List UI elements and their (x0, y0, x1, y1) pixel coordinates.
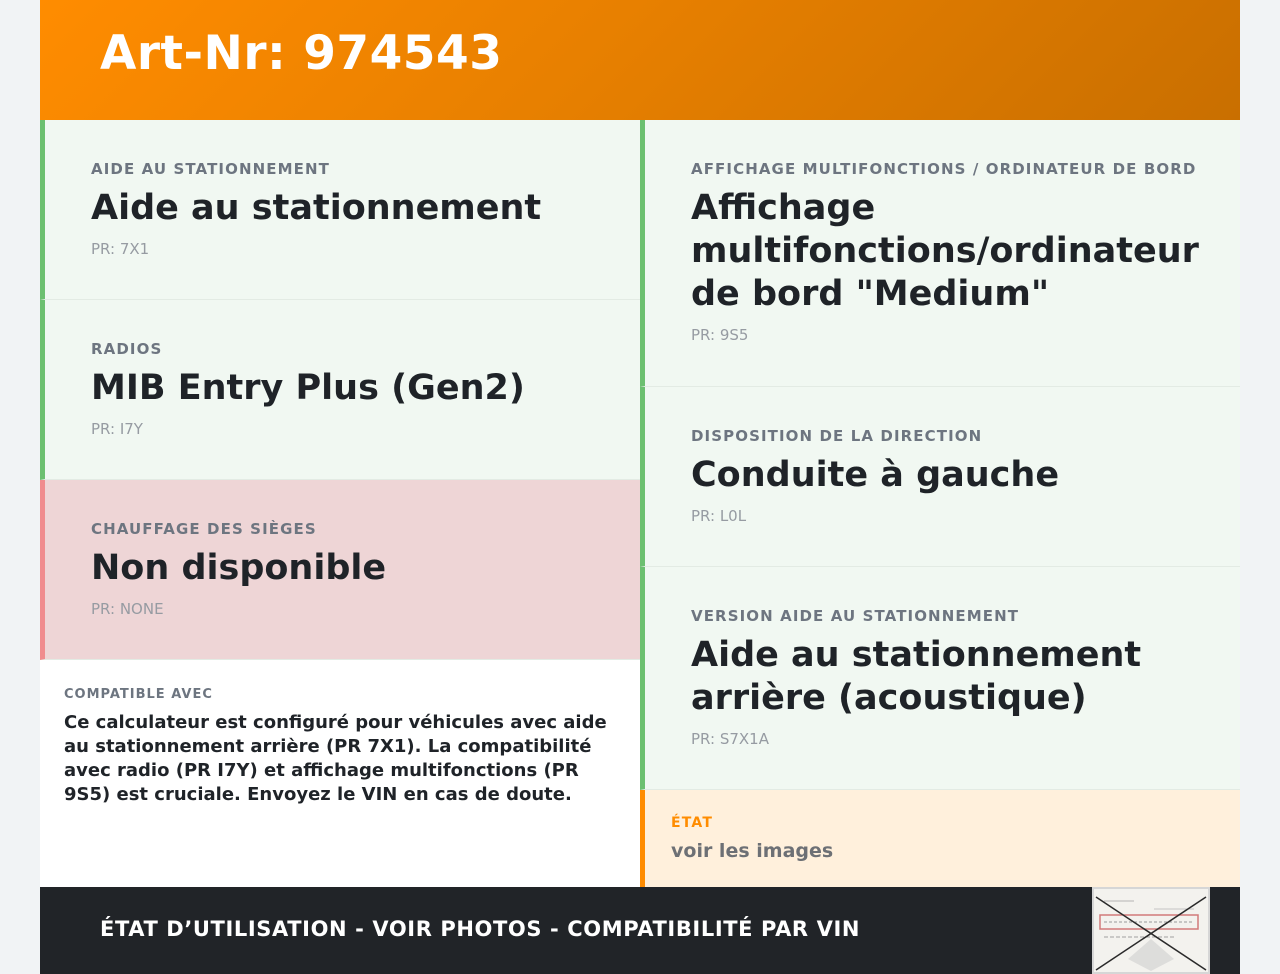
feature-card-parking-aid-version (640, 567, 1240, 790)
feature-category: AFFICHAGE MULTIFONCTIONS / ORDINATEUR DE BORD (691, 160, 1197, 178)
feature-value: Conduite à gauche (691, 455, 1060, 495)
feature-category: AIDE AU STATIONNEMENT (91, 160, 330, 178)
right-column (640, 120, 1240, 887)
page-footer (40, 887, 1240, 974)
feature-category: VERSION AIDE AU STATIONNEMENT (691, 607, 1020, 625)
label-photo-thumbnail[interactable] (1092, 887, 1210, 974)
left-column (40, 120, 640, 887)
label-photo-thumbnail-icon (1094, 889, 1208, 972)
feature-card-seat-heating (40, 480, 640, 660)
feature-card-multifunction-display (640, 120, 1240, 387)
feature-value: Aide au stationnement (91, 188, 542, 228)
page-header (40, 0, 1240, 120)
feature-value: Aide au stationnement arrière (acoustique) (691, 635, 1142, 718)
feature-pr-code: PR: 7X1 (91, 240, 150, 258)
article-number-title: Art-Nr: 974543 (100, 26, 503, 81)
feature-pr-code: PR: L0L (691, 507, 747, 525)
compatibility-box (40, 660, 640, 887)
feature-category: DISPOSITION DE LA DIRECTION (691, 427, 983, 445)
compatibility-label: COMPATIBLE AVEC (64, 687, 213, 702)
condition-status-box (640, 790, 1240, 887)
feature-pr-code: PR: NONE (91, 600, 164, 618)
feature-card-parking-aid (40, 120, 640, 300)
feature-value: Affichage multifonctions/ordinateur de bord "Medium" (691, 188, 1199, 314)
feature-card-radios (40, 300, 640, 480)
feature-category: CHAUFFAGE DES SIÈGES (91, 520, 317, 538)
feature-pr-code: PR: I7Y (91, 420, 143, 438)
feature-card-steering (640, 387, 1240, 567)
compatibility-text: Ce calculateur est configuré pour véhicules avec aide au stationnement arrière (PR 7X1). La compatibilité avec radio (PR I7Y) et affichage multifonctions (PR 9S5) est cruciale. Envoyez le VIN en cas de doute. (64, 712, 607, 805)
feature-pr-code: PR: S7X1A (691, 730, 769, 748)
feature-category: RADIOS (91, 340, 163, 358)
feature-pr-code: PR: 9S5 (691, 326, 749, 344)
product-sheet (40, 0, 1240, 974)
feature-value: Non disponible (91, 548, 387, 588)
condition-label: ÉTAT (671, 815, 714, 831)
footer-banner-text: ÉTAT D’UTILISATION - VOIR PHOTOS - COMPATIBILITÉ PAR VIN (100, 917, 861, 941)
condition-value: voir les images (671, 840, 834, 862)
feature-value: MIB Entry Plus (Gen2) (91, 368, 525, 408)
